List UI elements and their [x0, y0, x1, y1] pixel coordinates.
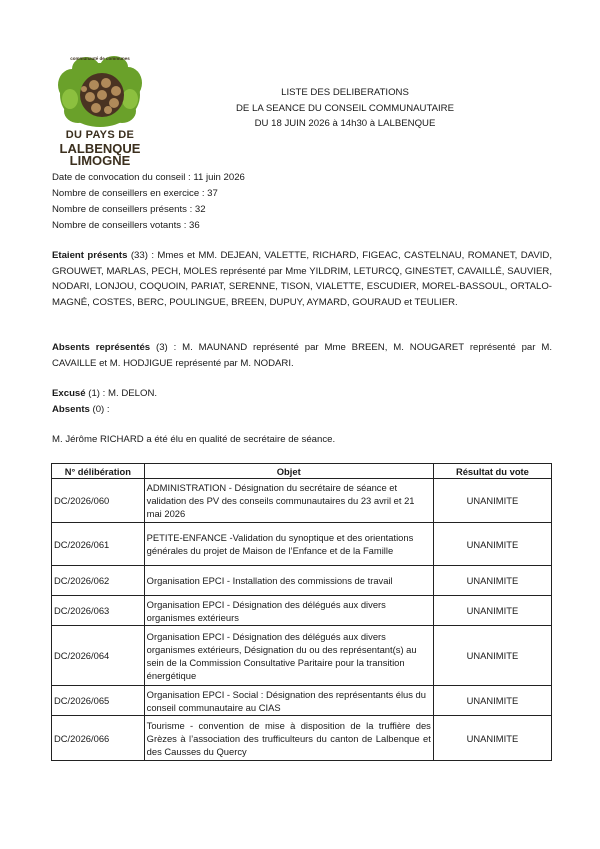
row-resultat: UNANIMITE: [433, 686, 551, 716]
row-resultat: UNANIMITE: [433, 626, 551, 686]
conseillers-votants: Nombre de conseillers votants : 36: [52, 220, 200, 231]
absents-representes-label: Absents représentés: [52, 342, 151, 353]
row-resultat: UNANIMITE: [433, 716, 551, 761]
row-num: DC/2026/064: [52, 626, 145, 686]
row-objet: Organisation EPCI - Social : Désignation des représentants élus du conseil communautaire au CIAS: [144, 686, 433, 716]
convocation-date: Date de convocation du conseil : 11 juin 2026: [52, 172, 245, 183]
row-num: DC/2026/065: [52, 686, 145, 716]
row-objet: Organisation EPCI - Désignation des délégués aux divers organismes extérieurs: [144, 596, 433, 626]
row-objet: Organisation EPCI - Installation des commissions de travail: [144, 566, 433, 596]
table-header-row: [52, 464, 552, 479]
absents-label: Absents: [52, 403, 90, 415]
row-objet: ADMINISTRATION - Désignation du secrétaire de séance et validation des PV des conseils communautaires du 23 avril et 21 mai 2026: [144, 479, 433, 523]
conseillers-exercice: Nombre de conseillers en exercice : 37: [52, 188, 218, 199]
header-line-1: LISTE DES DELIBERATIONS: [281, 87, 409, 98]
table-row: [52, 479, 552, 523]
row-num: DC/2026/060: [52, 479, 145, 523]
session-stats: [52, 170, 552, 234]
document-header: [210, 85, 480, 132]
logo: [50, 53, 150, 168]
conseillers-presents: Nombre de conseillers présents : 32: [52, 204, 206, 215]
header-line-3: DU 18 JUIN 2026 à 14h30 à LALBENQUE: [254, 118, 436, 129]
excuse-text: (1) : M. DELON.: [85, 388, 158, 399]
logo-line-2: LALBENQUE: [59, 141, 141, 156]
row-resultat: UNANIMITE: [433, 566, 551, 596]
truffle-logo-icon: [56, 55, 144, 131]
excuse-absents-block: [52, 386, 552, 417]
row-resultat: UNANIMITE: [433, 523, 551, 566]
header-resultat: Résultat du vote: [433, 464, 551, 479]
logo-line-1: DU PAYS DE: [65, 129, 135, 141]
absents-line: [52, 402, 552, 418]
row-objet: Organisation EPCI - Désignation des délégués aux divers organismes extérieurs, Désignation du ou des représentant(s) au sein de la Commission Consultative Paritaire pour la transition énergétique: [144, 626, 433, 686]
header-objet: Objet: [144, 464, 433, 479]
excuse-label: Excusé: [52, 388, 86, 399]
secretaire-line: M. Jérôme RICHARD a été élu en qualité de secrétaire de séance.: [52, 434, 336, 445]
logo-small-text: communauté de communes: [70, 56, 130, 61]
table-row: [52, 566, 552, 596]
presents-label: Etaient présents: [52, 250, 128, 261]
row-num: DC/2026/063: [52, 596, 145, 626]
absents-representes-text: (3) : M. MAUNAND représenté par Mme BREEN, M. NOUGARET représenté par M. CAVAILLE et M. HODJIGUE représenté par M. NODARI.: [52, 342, 552, 369]
logo-line-3: LIMOGNE: [69, 153, 131, 168]
absents-representes-paragraph: [52, 340, 552, 371]
row-objet: Tourisme - convention de mise à disposition de la truffière des Grèzes à l’association des trufficulteurs du canton de Lalbenque et des Causses du Quercy: [144, 716, 433, 761]
row-num: DC/2026/062: [52, 566, 145, 596]
table-row: [52, 626, 552, 686]
header-num: N° délibération: [52, 464, 145, 479]
table-row: [52, 596, 552, 626]
table-row: [52, 523, 552, 566]
header-line-2: DE LA SEANCE DU CONSEIL COMMUNAUTAIRE: [235, 102, 455, 114]
row-objet: PETITE-ENFANCE -Validation du synoptique et des orientations générales du projet de Maison de l’Enfance et de la Famille: [144, 523, 433, 566]
absents-text: (0) :: [89, 403, 110, 415]
row-resultat: UNANIMITE: [433, 479, 551, 523]
row-resultat: UNANIMITE: [433, 596, 551, 626]
row-num: DC/2026/066: [52, 716, 145, 761]
excuse-line: [52, 386, 552, 402]
presents-text: (33) : Mmes et MM. DEJEAN, VALETTE, RICHARD, FIGEAC, CASTELNAU, ROMANET, DAVID, GROUWET, MARLAS, PECH, MOLES représenté par Mme YILDRIM, LETURCQ, GINESTET, CAVAILLÉ, SAUVIER, NODARI, LONJOU, COQUOIN, PARIAT, SERENNE, TISON, VIALETTE, ESCUDIER, MOREL-BASSOUL, ORTALO-MAGNÉ, COSTES, BERC, POULINGUE, BREEN, DUPUY, AYMARD, GOURAUD et TEULIER.: [52, 250, 552, 308]
table-row: [52, 716, 552, 761]
row-num: DC/2026/061: [52, 523, 145, 566]
presents-paragraph: [52, 248, 552, 310]
table-row: [52, 686, 552, 716]
deliberations-table: [51, 463, 552, 761]
